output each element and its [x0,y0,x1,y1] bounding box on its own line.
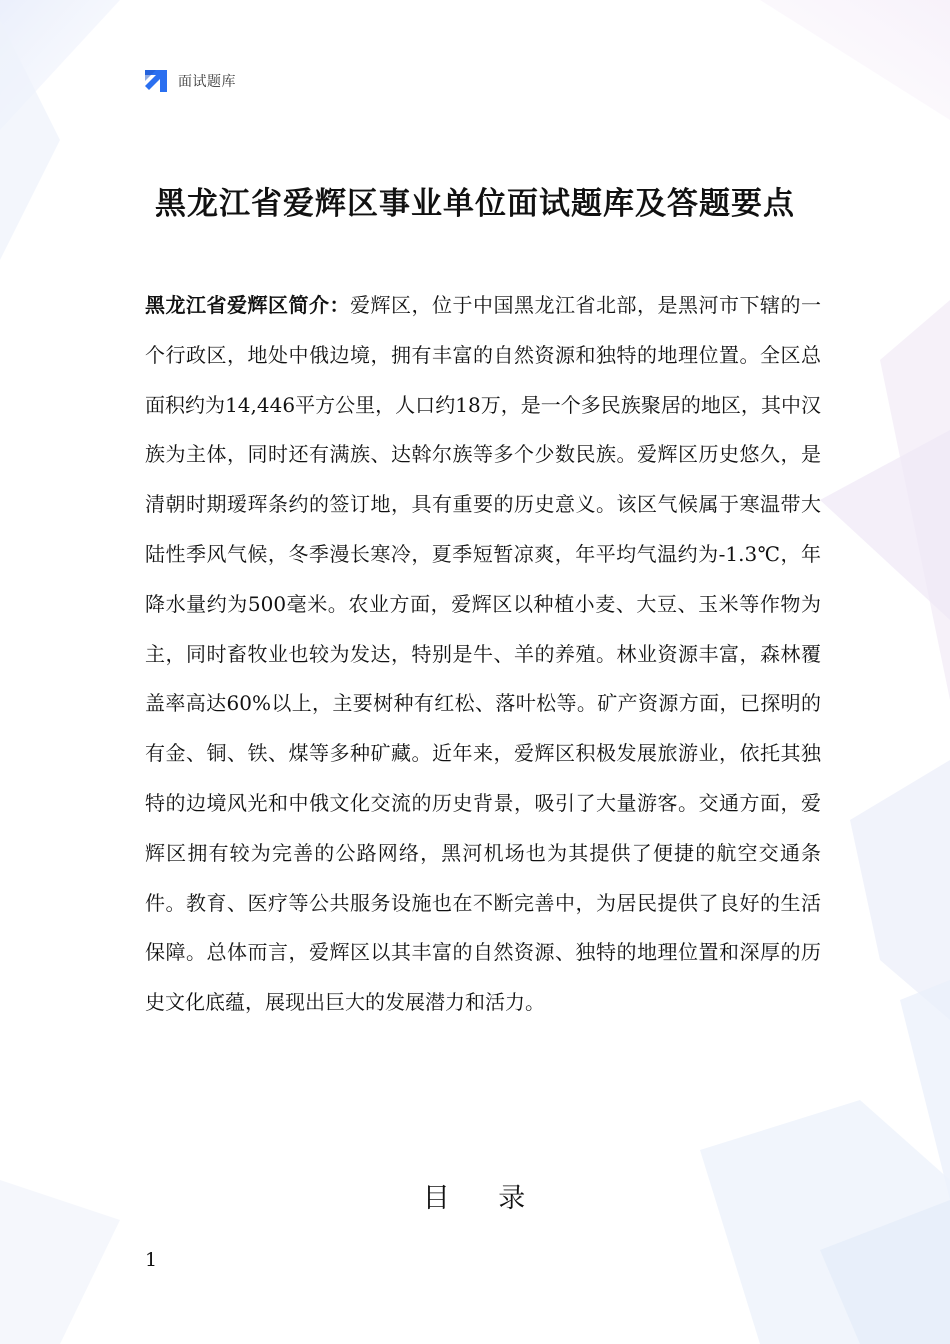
intro-body: 爱辉区，位于中国黑龙江省北部，是黑河市下辖的一个行政区，地处中俄边境，拥有丰富的自然资源和独特的地理位置。全区总面积约为14,446平方公里，人口约18万，是一个多民族聚居的地区，其中汉族为主体，同时还有满族、达斡尔族等多个少数民族。爱辉区历史悠久，是清朝时期瑷珲条约的签订地，具有重要的历史意义。该区气候属于寒温带大陆性季风气候，冬季漫长寒冷，夏季短暂凉爽，年平均气温约为-1.3℃，年降水量约为500毫米。农业方面，爱辉区以种植小麦、大豆、玉米等作物为主，同时畜牧业也较为发达，特别是牛、羊的养殖。林业资源丰富，森林覆盖率高达60%以上，主要树种有红松、落叶松等。矿产资源方面，已探明的有金、铜、铁、煤等多种矿藏。近年来，爱辉区积极发展旅游业，依托其独特的边境风光和中俄文化交流的历史背景，吸引了大量游客。交通方面，爱辉区拥有较为完善的公路网络，黑河机场也为其提供了便捷的航空交通条件。教育、医疗等公共服务设施也在不断完善中，为居民提供了良好的生活保障。总体而言，爱辉区以其丰富的自然资源、独特的地理位置和深厚的历史文化底蕴，展现出巨大的发展潜力和活力。 [145,293,821,1015]
document-title: 黑龙江省爱辉区事业单位面试题库及答题要点 [155,186,795,222]
arrow-up-right-icon [143,68,169,94]
intro-label: 黑龙江省爱辉区简介： [145,293,350,317]
page-number: 1 [145,1249,158,1271]
header-label: 面试题库 [178,74,236,90]
toc-heading: 目 录 [422,1183,528,1214]
intro-paragraph [145,281,821,1028]
page-header [143,68,236,94]
